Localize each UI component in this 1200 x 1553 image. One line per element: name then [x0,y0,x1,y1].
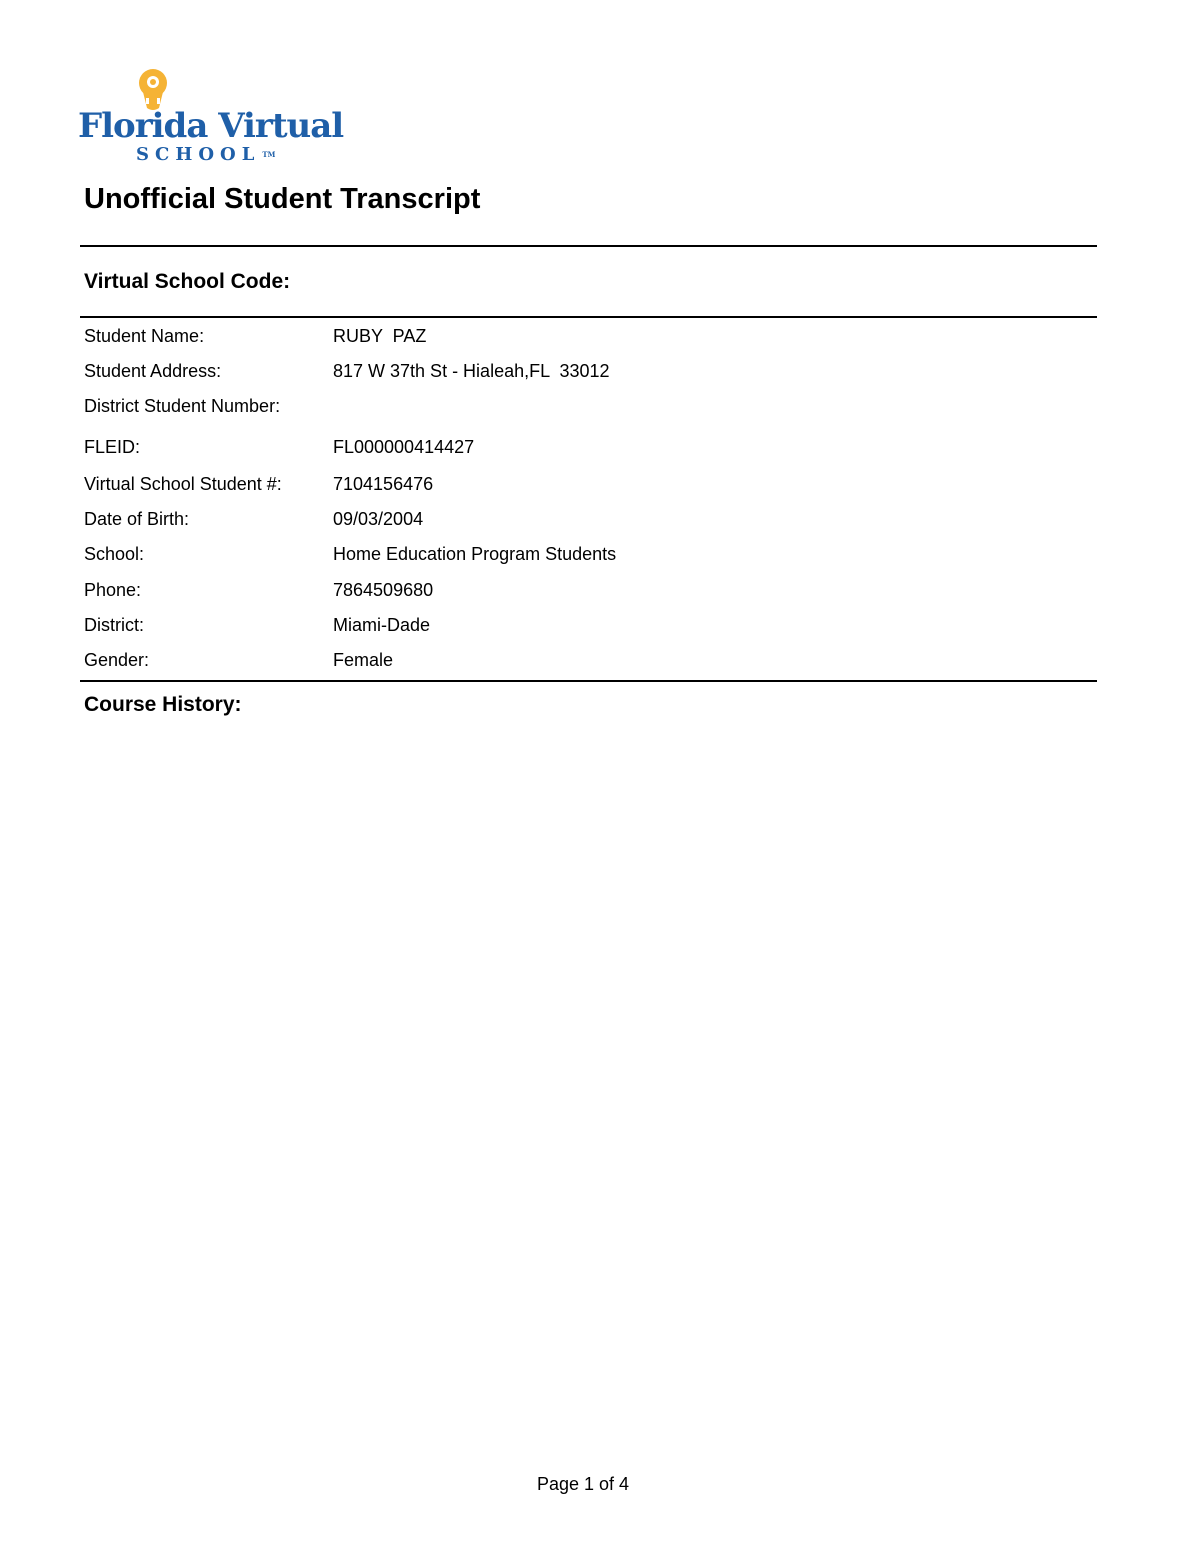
virtual-school-code-heading [84,269,290,295]
divider-info-top [80,316,1097,318]
info-label: Student Name: [84,326,205,346]
info-row-date-of-birth [84,505,1084,533]
info-row-school [84,540,1084,568]
info-value: 7864509680 [333,580,434,600]
page-title: Unofficial Student Transcript [84,183,481,215]
logo-subtitle [136,144,275,166]
logo-wordmark: Florida Virtual [78,106,344,146]
school-logo [78,68,344,168]
info-label: Virtual School Student #: [84,474,282,494]
info-label: Date of Birth: [84,509,190,529]
virtual-school-code-label: Virtual School Code: [84,270,291,293]
divider-top [80,245,1097,247]
info-value: RUBY PAZ [333,326,427,346]
course-history-heading: Course History: [84,693,242,716]
divider-info-bottom [80,680,1097,682]
info-label: Student Address: [84,361,222,381]
info-row-district-student-number [84,392,1084,420]
info-label: District Student Number: [84,396,281,416]
info-label: District: [84,615,144,635]
info-row-phone [84,576,1084,604]
page-number: Page 1 of 4 [536,1474,630,1494]
info-value: Home Education Program Students [333,544,617,564]
info-value: 7104156476 [333,474,434,494]
info-value: 09/03/2004 [333,509,424,529]
info-value: Miami-Dade [333,615,431,635]
info-label: FLEID: [84,437,141,457]
info-row-fleid [84,433,1084,461]
info-row-gender [84,646,1084,674]
info-label: Gender: [84,650,150,670]
info-value: 817 W 37th St - Hialeah,FL 33012 [333,361,610,381]
info-row-district [84,611,1084,639]
info-value: FL000000414427 [333,437,475,457]
info-row-virtual-school-student-number [84,470,1084,498]
info-value: Female [333,650,394,670]
info-label: School: [84,544,145,564]
logo-trademark: TM [262,150,276,159]
info-row-student-address [84,357,1084,385]
logo-school-text: SCHOOL [136,144,261,165]
info-row-student-name [84,322,1084,350]
info-label: Phone: [84,580,142,600]
